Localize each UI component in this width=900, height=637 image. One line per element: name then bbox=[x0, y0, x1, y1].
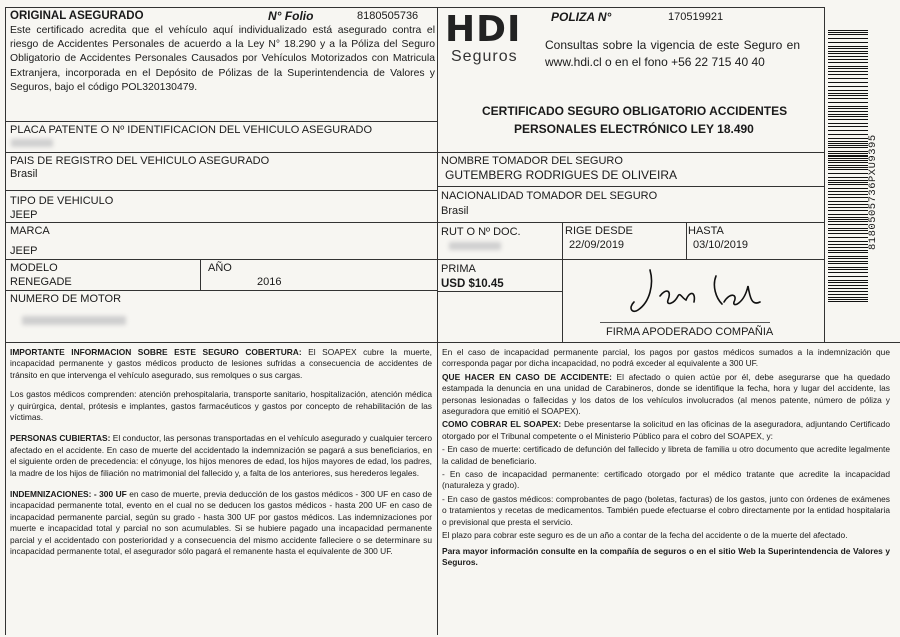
barcode-bar bbox=[828, 261, 868, 262]
barcode-bar bbox=[828, 201, 868, 202]
barcode-bar bbox=[828, 194, 868, 195]
grid-line bbox=[437, 259, 824, 260]
tipo-label: TIPO DE VEHICULO bbox=[10, 195, 114, 207]
barcode-bar bbox=[828, 267, 868, 268]
barcode-bar bbox=[828, 237, 868, 238]
barcode-bar bbox=[828, 299, 868, 300]
barcode-bar bbox=[828, 108, 868, 109]
terms-cobrar bbox=[442, 419, 890, 442]
barcode-bar bbox=[828, 184, 868, 185]
poliza-label: POLIZA N° bbox=[551, 10, 612, 24]
frame-top bbox=[5, 7, 825, 8]
placa-value-redacted bbox=[11, 139, 53, 147]
barcode-bar bbox=[828, 272, 868, 273]
terms-cobrar-body: Debe presentarse la solicitud en las oficinas de la aseguradora, adjuntando Certificado otorgado por el Tribunal competente o el Ministerio Público para el cobro del SOAPEX, y: bbox=[442, 419, 890, 441]
barcode-bar bbox=[828, 162, 868, 163]
terms-personas bbox=[10, 433, 432, 479]
frame-mid bbox=[5, 342, 900, 343]
terms-cobrar-title: COMO COBRAR EL SOAPEX: bbox=[442, 419, 562, 430]
barcode-bar bbox=[828, 56, 868, 57]
barcode-bar bbox=[828, 207, 868, 208]
barcode-bar bbox=[828, 111, 868, 112]
barcode bbox=[828, 30, 868, 308]
grid-line bbox=[5, 190, 437, 191]
grid-line bbox=[5, 259, 437, 260]
frame-right bbox=[824, 7, 825, 342]
barcode-number bbox=[867, 100, 887, 250]
barcode-bar bbox=[828, 256, 868, 257]
barcode-bar bbox=[828, 59, 868, 60]
grid-line bbox=[5, 121, 437, 122]
barcode-bar bbox=[828, 244, 868, 245]
barcode-bar bbox=[828, 95, 868, 96]
barcode-bar bbox=[828, 116, 868, 117]
tomador-value: GUTEMBERG RODRIGUES DE OLIVEIRA bbox=[445, 168, 678, 182]
motor-label: NUMERO DE MOTOR bbox=[10, 293, 122, 305]
prima-value: USD $10.45 bbox=[441, 278, 504, 290]
terms-accidente-title: QUE HACER EN CASO DE ACCIDENTE: bbox=[442, 371, 612, 382]
grid-line bbox=[437, 222, 824, 223]
barcode-bar bbox=[828, 141, 868, 142]
barcode-bar bbox=[828, 188, 868, 189]
terms-incapacidad: En el caso de incapacidad permanente parcial, los pagos por gastos médicos sumados a la indemnización que corresponda pagar por dicha incapacidad, no podrá exceder al equivalente a 300 UF. bbox=[442, 347, 890, 369]
grid-line bbox=[200, 259, 201, 290]
barcode-bar bbox=[828, 126, 868, 127]
barcode-bar bbox=[828, 219, 868, 220]
cert-title-2: PERSONALES ELECTRÓNICO LEY 18.490 bbox=[514, 122, 754, 136]
firma-label: FIRMA APODERADO COMPAÑIA bbox=[606, 326, 774, 338]
terms-accidente bbox=[442, 372, 890, 418]
barcode-bar bbox=[828, 102, 868, 103]
rige-value: 22/09/2019 bbox=[569, 239, 625, 251]
terms-cobertura bbox=[10, 347, 432, 381]
barcode-bar bbox=[828, 241, 868, 242]
barcode-bar bbox=[828, 301, 868, 302]
barcode-bar bbox=[828, 288, 868, 289]
pais-label: PAIS DE REGISTRO DEL VEHICULO ASEGURADO bbox=[10, 155, 270, 167]
barcode-bar bbox=[828, 191, 868, 192]
terms-indemnizaciones-title: INDEMNIZACIONES: - 300 UF bbox=[10, 489, 127, 500]
grid-line bbox=[437, 152, 824, 153]
grid-line bbox=[5, 290, 437, 291]
barcode-bar bbox=[828, 155, 868, 157]
barcode-bar bbox=[828, 217, 868, 218]
terms-cobertura-body: El SOAPEX cubre la muerte, incapacidad permanente y gastos médicos producto de lesiones sufridas a consecuencia de accidentes de tránsito en que intervenga el vehículo asegurado, sus remolques o sus cargas. bbox=[10, 347, 432, 380]
barcode-bar bbox=[828, 147, 868, 148]
barcode-bar bbox=[828, 90, 868, 91]
barcode-bar bbox=[828, 114, 868, 115]
barcode-bar bbox=[828, 291, 868, 292]
barcode-bar bbox=[828, 42, 868, 43]
barcode-bar bbox=[828, 153, 868, 154]
barcode-bar bbox=[828, 252, 868, 253]
barcode-bar bbox=[828, 98, 868, 99]
terms-personas-body: El conductor, las personas transportadas en el vehículo asegurado y cualquier tercero afectado en el accidente. En caso de muerte del accidentado la indemnización se pagará a sus beneficiarios, en el siguiente orden de precedencia: el cónyuge, los hijos menores de edad, los hijos mayores de edad, los padres, la madre de los hijos de filiación no matrimonial del fallecido y, a falta de los anteriores, sus herederos legales. bbox=[10, 433, 432, 478]
grid-line bbox=[437, 291, 562, 292]
barcode-bar bbox=[828, 93, 868, 94]
barcode-bar bbox=[828, 297, 868, 298]
consultas-text: Consultas sobre la vigencia de este Seguro en www.hdi.cl o en el fono +56 22 715 40 40 bbox=[545, 38, 800, 69]
poliza-value: 170519921 bbox=[668, 11, 724, 23]
barcode-bar bbox=[828, 177, 868, 178]
signature-stroke bbox=[631, 270, 760, 311]
barcode-bar bbox=[828, 123, 868, 124]
barcode-bar bbox=[828, 169, 868, 170]
barcode-bar bbox=[828, 173, 868, 174]
grid-line bbox=[562, 222, 563, 342]
hdi-logo-seguros: Seguros bbox=[451, 48, 518, 65]
barcode-bar bbox=[828, 68, 868, 69]
terms-right-column bbox=[442, 347, 890, 576]
signature-line bbox=[600, 322, 770, 323]
nacionalidad-label: NACIONALIDAD TOMADOR DEL SEGURO bbox=[441, 190, 658, 202]
modelo-label: MODELO bbox=[10, 262, 58, 274]
grid-line bbox=[5, 152, 437, 153]
cert-title-1: CERTIFICADO SEGURO OBLIGATORIO ACCIDENTES bbox=[482, 104, 788, 118]
barcode-bar bbox=[828, 119, 868, 120]
barcode-bar bbox=[828, 233, 868, 234]
anio-label: AÑO bbox=[208, 262, 232, 274]
grid-line bbox=[437, 186, 824, 187]
prima-label: PRIMA bbox=[441, 263, 476, 275]
terms-cobertura-title: IMPORTANTE INFORMACION SOBRE ESTE SEGURO COBERTURA: bbox=[10, 347, 302, 357]
terms-indemnizaciones bbox=[10, 489, 432, 557]
hasta-value: 03/10/2019 bbox=[693, 239, 749, 251]
barcode-bar bbox=[828, 62, 868, 63]
pais-value: Brasil bbox=[10, 168, 38, 180]
barcode-bar bbox=[828, 263, 868, 264]
barcode-bar bbox=[828, 51, 868, 52]
barcode-bar bbox=[828, 151, 868, 152]
barcode-bar bbox=[828, 197, 868, 198]
marca-value: JEEP bbox=[10, 245, 38, 257]
barcode-bar bbox=[828, 74, 868, 75]
barcode-bar bbox=[828, 71, 868, 72]
terms-gastos: Los gastos médicos comprenden: atención prehospitalaria, transporte sanitario, hospitalización, atención médica y quirúrgica, dental, prótesis e implantes, gastos farmacéuticos y gastos por concepto de rehabilitación de las víctimas. bbox=[10, 389, 432, 423]
barcode-bar bbox=[828, 158, 868, 159]
barcode-bar bbox=[828, 285, 868, 286]
barcode-bar bbox=[828, 204, 868, 205]
rut-label: RUT O Nº DOC. bbox=[441, 226, 521, 238]
terms-muerte: - En caso de muerte: certificado de defunción del fallecido y libreta de familia u otro documento que acredite legalmente la calidad de beneficiario. bbox=[442, 444, 890, 466]
tomador-label: NOMBRE TOMADOR DEL SEGURO bbox=[441, 155, 623, 167]
barcode-bar bbox=[828, 280, 868, 281]
barcode-bar bbox=[828, 86, 868, 87]
barcode-bar bbox=[828, 180, 868, 181]
barcode-bar bbox=[828, 46, 868, 47]
signature bbox=[620, 262, 780, 324]
frame-center bbox=[437, 7, 438, 635]
hdi-logo bbox=[445, 10, 535, 72]
barcode-bar bbox=[828, 48, 868, 49]
barcode-bar bbox=[828, 247, 868, 248]
hdi-logo-mark: HDI bbox=[445, 9, 522, 50]
rut-value-redacted bbox=[449, 242, 501, 250]
terms-gastos-medicos: - En caso de gastos médicos: comprobantes de pago (boletas, facturas) de los gastos, junto con órdenes de exámenes o tratamientos y recetas de medicamentos. También puede efectuarse el cobro directamente por la entidad hospitalaria o previsional que presta el servicio. bbox=[442, 493, 890, 527]
terms-informacion: Para mayor información consulte en la compañía de seguros o en el sitio Web la Superintendencia de Valores y Seguros. bbox=[442, 545, 890, 567]
barcode-bar bbox=[828, 228, 868, 229]
barcode-bar bbox=[828, 258, 868, 259]
folio-label: N° Folio bbox=[268, 9, 314, 23]
terms-accidente-body: El afectado o quien actúe por él, debe asegurarse que ha quedado estampada la denuncia en una unidad de Carabineros, donde se identifique la fecha, hora y lugar del accidente, las personas lesionadas o fallecidas y los datos de los vehículos involucrados (al menos patente, número de póliza y aseguradora que emitió el SOAPEX). bbox=[442, 371, 890, 417]
terms-indemnizaciones-body: en caso de muerte, previa deducción de los gastos médicos - 300 UF en caso de incapacidad permanente total, evento en el cual no se deducen los gastos médicos - hasta 200 UF en caso de incapacidad permanente parcial, según su grado - hasta 300 UF por gastos médicos. Las indemnizaciones por muerte e incapacidad total y parcial no son acumulables. Si se hubiere pagado una incapacidad permanente parcial y el accidentado con posterioridad y a consecuencia del mismo accidente falleciere o se determinare su incapacidad permanente total, el asegurador sólo pagará el remanente hasta el equivalente de 300 UF. bbox=[10, 489, 432, 557]
motor-value-redacted bbox=[22, 316, 126, 325]
grid-line bbox=[5, 222, 437, 223]
placa-label: PLACA PATENTE O Nº IDENTIFICACION DEL VEHICULO ASEGURADO bbox=[10, 124, 372, 136]
barcode-bar bbox=[828, 221, 868, 222]
tipo-value: JEEP bbox=[10, 209, 38, 221]
intro-text: Este certificado acredita que el vehículo aquí individualizado está asegurado contra el riesgo de Accidentes Personales de acuerdo a la Ley N° 18.290 y a la Póliza del Seguro Obligatorio de Accidentes Personales Causados por Vehículos Motorizados con Matricula Extranjera, incorporada en el Depósito de Pólizas de la Superintendencia de Valores y Seguros, bajo el código POL320130479. bbox=[10, 25, 435, 93]
barcode-bar bbox=[828, 282, 868, 283]
hasta-label: HASTA bbox=[688, 225, 724, 237]
barcode-bar bbox=[828, 160, 868, 161]
barcode-bar bbox=[828, 78, 868, 79]
terms-plazo: El plazo para cobrar este seguro es de un año a contar de la fecha del accidente o de la muerte del afectado. bbox=[442, 530, 848, 541]
barcode-bar bbox=[828, 66, 868, 67]
barcode-bar bbox=[828, 34, 868, 35]
barcode-bar bbox=[828, 294, 868, 295]
barcode-bar bbox=[828, 165, 868, 166]
frame-left bbox=[5, 7, 6, 635]
barcode-bar bbox=[828, 250, 868, 251]
barcode-bar bbox=[828, 53, 868, 54]
original-asegurado: ORIGINAL ASEGURADO bbox=[10, 10, 144, 22]
barcode-bar bbox=[828, 214, 868, 215]
barcode-bar bbox=[828, 269, 868, 270]
barcode-bar bbox=[828, 106, 868, 107]
barcode-bar bbox=[828, 143, 868, 144]
barcode-bar bbox=[828, 182, 868, 183]
anio-value: 2016 bbox=[257, 276, 282, 288]
barcode-bar bbox=[828, 210, 868, 211]
barcode-bar bbox=[828, 230, 868, 231]
barcode-bar bbox=[828, 30, 868, 31]
marca-label: MARCA bbox=[10, 225, 50, 237]
terms-left-column bbox=[10, 347, 432, 566]
barcode-bar bbox=[828, 276, 868, 277]
barcode-bar bbox=[828, 224, 868, 225]
rige-label: RIGE DESDE bbox=[565, 225, 633, 237]
nacionalidad-value: Brasil bbox=[441, 205, 469, 217]
barcode-text: 8180505736PXU9395 bbox=[867, 134, 879, 250]
barcode-bar bbox=[828, 145, 868, 146]
barcode-bar bbox=[828, 32, 868, 33]
barcode-bar bbox=[828, 38, 868, 39]
grid-line bbox=[686, 222, 687, 259]
terms-personas-title: PERSONAS CUBIERTAS: bbox=[10, 433, 111, 444]
terms-incapacidad-permanente: - En caso de incapacidad permanente: certificado otorgado por el médico tratante que acredite la incapacidad (naturaleza y grado). bbox=[442, 469, 890, 491]
barcode-bar bbox=[828, 134, 868, 135]
folio-value: 8180505736 bbox=[357, 10, 419, 22]
barcode-bar bbox=[828, 130, 868, 131]
barcode-bar bbox=[828, 82, 868, 83]
barcode-bar bbox=[828, 138, 868, 139]
barcode-bar bbox=[828, 167, 868, 168]
modelo-value: RENEGADE bbox=[10, 276, 72, 288]
